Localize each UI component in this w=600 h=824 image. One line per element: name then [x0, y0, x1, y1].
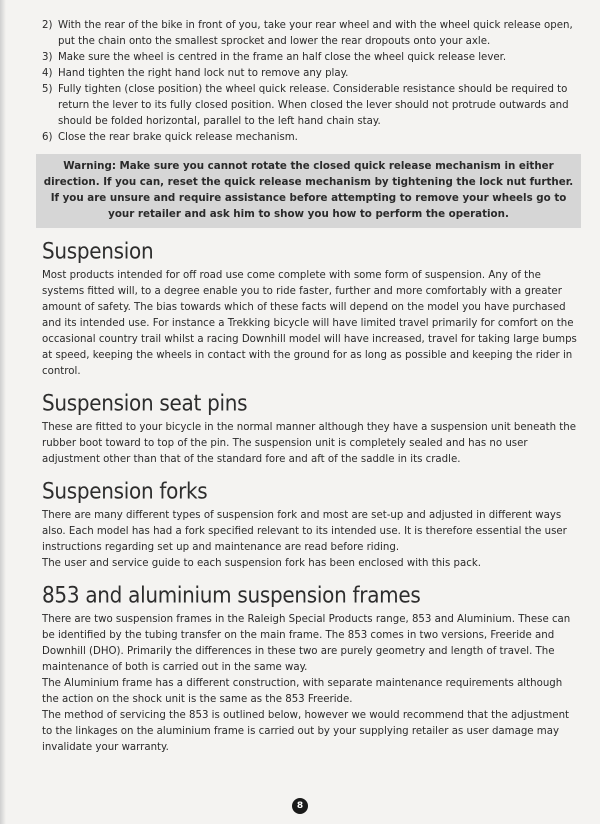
- page-number: 8: [292, 798, 308, 814]
- section-suspension-seat-pins: [42, 389, 577, 468]
- step-item: 6) Close the rear brake quick release mechanism.: [42, 132, 298, 143]
- section-paragraph: The Aluminium frame has a different construction, with separate maintenance requirements although the action on the shock unit is the same as the 853 Freeride.: [42, 678, 563, 705]
- page-content: [42, 18, 577, 756]
- step-item: 2) With the rear of the bike in front of you, take your rear wheel and with the wheel quick release open, put the chain onto the smallest sprocket and lower the rear dropouts onto your axle.: [42, 20, 573, 47]
- section-paragraph: These are fitted to your bicycle in the normal manner although they have a suspension unit beneath the rubber boot toward to top of the pin. The suspension unit is completely sealed and has no user adjustment other than that of the standard fore and aft of the saddle in its cradle.: [42, 422, 577, 465]
- section-paragraph: Most products intended for off road use come complete with some form of suspension. Any of the systems fitted will, to a degree enable you to ride faster, further and more comfortably with a greater amount of safety. The bias towards which of these facts will depend on the model you have purchased and its intended use. For instance a Trekking bicycle will have limited travel primarily for comfort on the occasional country trail whilst a racing Downhill model will have increased, travel for taking large bumps at speed, keeping the wheels in contact with the ground for as long as possible and keeping the rider in control.: [42, 270, 577, 377]
- warning-advice-text: If you are unsure and require assistance before attempting to remove your wheels go to your retailer and ask him to show you how to perform the operation.: [50, 192, 567, 220]
- step-item: 5) Fully tighten (close position) the wheel quick release. Considerable resistance should be required to return the lever to its fully closed position. When closed the lever should not protrude outwards and should be folded horizontal, parallel to the left hand chain stay.: [42, 84, 569, 127]
- section-paragraph: The user and service guide to each suspension fork has been enclosed with this pack.: [42, 558, 481, 569]
- section-heading: Suspension forks: [42, 477, 208, 504]
- section-suspension-forks: [42, 477, 577, 572]
- section-heading: Suspension: [42, 237, 154, 264]
- section-paragraph: There are many different types of suspension fork and most are set-up and adjusted in different ways also. Each model has had a fork specified relevant to its intended use. It is therefore essential the user instructions regarding set up and maintenance are read before riding.: [42, 510, 567, 553]
- steps-list: [42, 18, 577, 146]
- step-item: 3) Make sure the wheel is centred in the frame an half close the wheel quick release lever.: [42, 52, 507, 63]
- section-paragraph: There are two suspension frames in the Raleigh Special Products range, 853 and Aluminium. These can be identified by the tubing transfer on the main frame. The 853 comes in two versions, Freeride and Downhill (DHO). Primarily the differences in these two are purely geometry and length of travel. The maintenance of both is carried out in the same way.: [42, 614, 571, 673]
- page-edge-shadow: [0, 0, 6, 824]
- section-heading: 853 and aluminium suspension frames: [42, 581, 421, 608]
- section-suspension: [42, 237, 577, 380]
- warning-text: Warning: Make sure you cannot rotate the closed quick release mechanism in either direction. If you can, reset the quick release mechanism by tightening the lock nut further.: [43, 160, 574, 188]
- warning-box: [36, 154, 581, 228]
- section-heading: Suspension seat pins: [42, 389, 248, 416]
- section-suspension-frames: [42, 581, 577, 756]
- section-paragraph: The method of servicing the 853 is outlined below, however we would recommend that the adjustment to the linkages on the aluminium frame is carried out by your supplying retailer as user damage may invalidate your warranty.: [42, 710, 570, 753]
- step-item: 4) Hand tighten the right hand lock nut to remove any play.: [42, 68, 349, 79]
